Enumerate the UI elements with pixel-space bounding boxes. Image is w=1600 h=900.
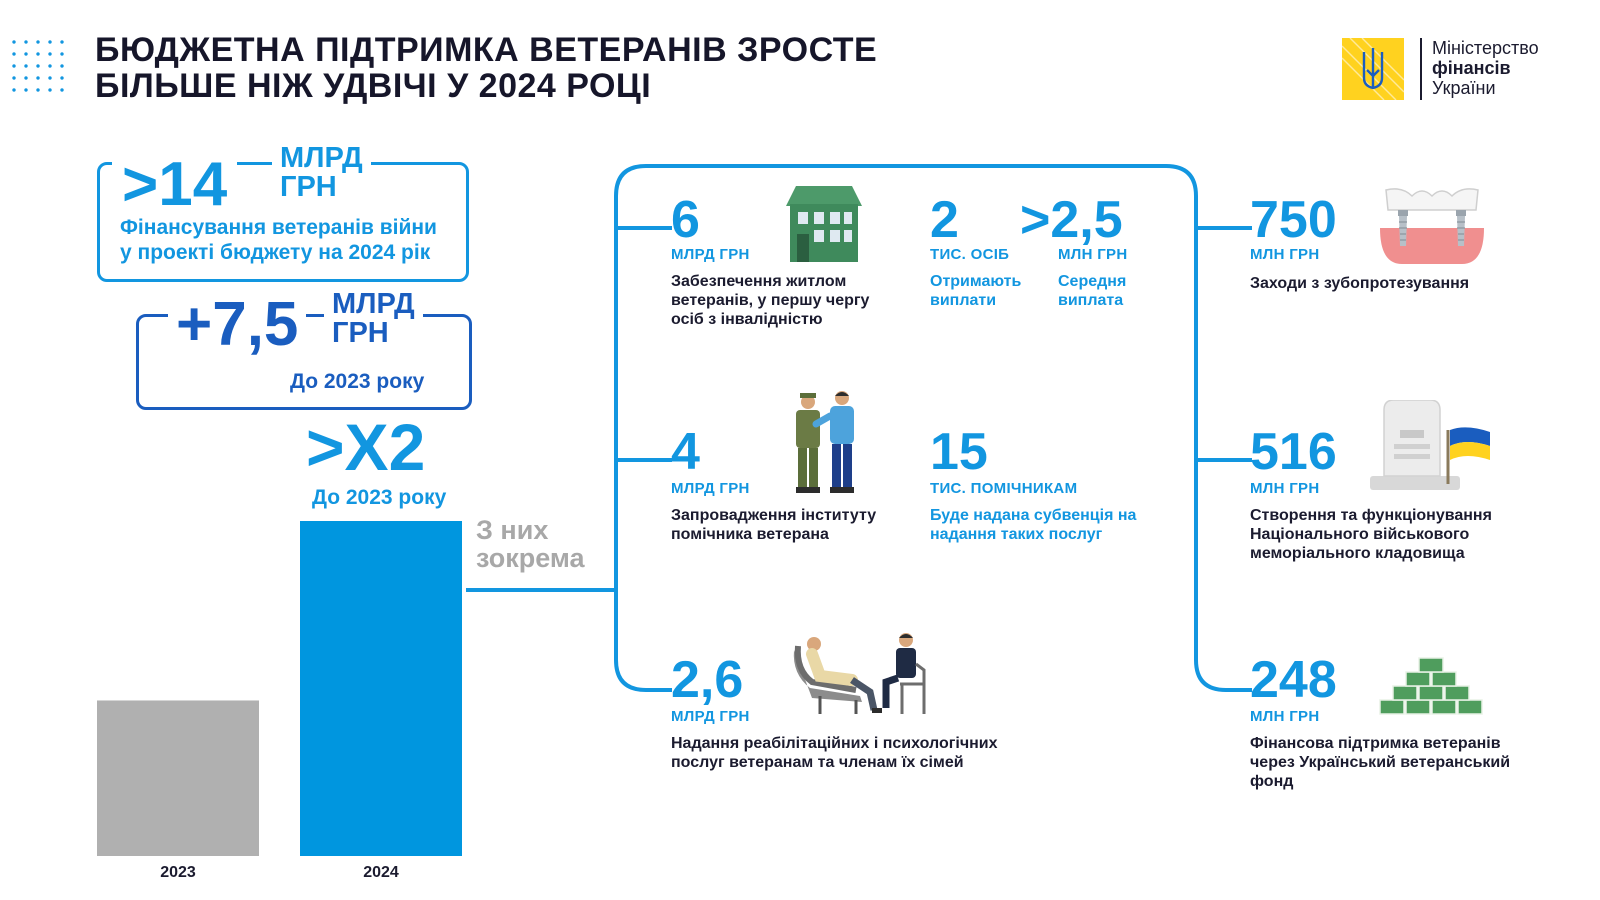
memorial-flag-icon <box>1370 400 1492 492</box>
recipients-description <box>930 272 1021 310</box>
multiplier-description: До 2023 року <box>312 486 447 509</box>
housing-desc-line-1: Забезпечення житлом <box>671 273 847 290</box>
assistants-count-desc-line-1: Буде надана субвенція на <box>930 507 1137 524</box>
avg-payment-value: >2,5 <box>1020 191 1123 249</box>
total-desc-line-2: у проекті бюджету на 2024 рік <box>120 241 431 264</box>
bracket-lower-line <box>616 590 672 690</box>
assistant-desc-line-2: помічника ветерана <box>671 526 829 543</box>
total-unit-line-1: МЛРД <box>280 142 363 174</box>
rehab-desc-line-2: послуг ветеранам та членам їх сімей <box>671 754 964 771</box>
avg-payment-unit: МЛН ГРН <box>1058 246 1128 263</box>
x-tick-label-2024: 2024 <box>363 864 399 881</box>
avg-payment-desc-line-1: Середня <box>1058 273 1127 290</box>
logo-line-2: фінансів <box>1432 58 1511 78</box>
increase-unit-line-1: МЛРД <box>332 288 415 320</box>
rehab-description <box>671 734 998 772</box>
recipients-unit: ТИС. ОСІБ <box>930 246 1010 263</box>
cemetery-desc-line-2: Національного військового <box>1250 526 1470 543</box>
bar-2023 <box>97 700 259 856</box>
assistant-description <box>671 506 876 544</box>
cemetery-unit: МЛН ГРН <box>1250 480 1320 497</box>
assistant-unit: МЛРД ГРН <box>671 480 750 497</box>
cemetery-value: 516 <box>1250 423 1337 481</box>
assistant-value: 4 <box>671 423 700 481</box>
avg-payment-description <box>1058 272 1126 310</box>
rehab-desc-line-1: Надання реабілітаційних і психологічних <box>671 735 998 752</box>
title-line-1: БЮДЖЕТНА ПІДТРИМКА ВЕТЕРАНІВ ЗРОСТЕ <box>95 31 878 69</box>
breakdown-line-2: зокрема <box>476 543 585 573</box>
logo-line-1: Міністерство <box>1432 38 1539 58</box>
x-tick-label-2023: 2023 <box>160 864 196 881</box>
assistants-count-value: 15 <box>930 423 988 481</box>
fund-desc-line-3: фонд <box>1250 773 1294 790</box>
cemetery-desc-line-3: меморіального кладовища <box>1250 545 1465 562</box>
assistants-count-desc-line-2: надання таких послуг <box>930 526 1103 543</box>
rehab-unit: МЛРД ГРН <box>671 708 750 725</box>
cemetery-description <box>1250 506 1492 563</box>
therapy-session-icon <box>790 630 930 716</box>
recipients-desc-line-2: виплати <box>930 292 997 309</box>
title-line-2: БІЛЬШЕ НІЖ УДВІЧІ У 2024 РОЦІ <box>95 67 652 105</box>
increase-value: +7,5 <box>176 290 299 359</box>
fund-description <box>1250 734 1510 791</box>
fund-desc-line-1: Фінансова підтримка ветеранів <box>1250 735 1501 752</box>
soldier-assistant-icon <box>786 390 866 496</box>
housing-value: 6 <box>671 191 700 249</box>
recipients-value: 2 <box>930 191 959 249</box>
fund-value: 248 <box>1250 651 1337 709</box>
assistant-desc-line-1: Запровадження інституту <box>671 507 877 524</box>
housing-desc-line-2: ветеранів, у першу чергу <box>671 292 870 309</box>
total-desc-line-1: Фінансування ветеранів війни <box>120 216 437 239</box>
bar-2024 <box>300 521 462 856</box>
total-funding-value: >14 <box>122 150 228 219</box>
money-stacks-icon <box>1378 654 1486 716</box>
fund-unit: МЛН ГРН <box>1250 708 1320 725</box>
avg-payment-desc-line-2: виплата <box>1058 292 1124 309</box>
assistants-count-unit: ТИС. ПОМІЧНИКАМ <box>930 480 1078 497</box>
breakdown-note <box>476 516 585 572</box>
breakdown-line-1: З них <box>476 515 549 545</box>
total-unit-line-2: ГРН <box>280 171 337 203</box>
increase-unit-line-2: ГРН <box>332 317 389 349</box>
housing-desc-line-3: осіб з інвалідністю <box>671 311 823 328</box>
housing-unit: МЛРД ГРН <box>671 246 750 263</box>
house-icon <box>784 184 864 262</box>
rehab-value: 2,6 <box>671 651 744 709</box>
increase-description: До 2023 року <box>290 370 425 393</box>
logo-line-3: України <box>1432 78 1496 98</box>
multiplier-value: >X2 <box>306 410 426 484</box>
recipients-desc-line-1: Отримають <box>930 273 1022 290</box>
dental-unit: МЛН ГРН <box>1250 246 1320 263</box>
housing-description <box>671 272 869 329</box>
fund-desc-line-2: через Український ветеранський <box>1250 754 1511 771</box>
dental-description: Заходи з зубопротезування <box>1250 275 1470 292</box>
cemetery-desc-line-1: Створення та функціонування <box>1250 507 1492 524</box>
dental-value: 750 <box>1250 191 1337 249</box>
dental-implant-icon <box>1378 188 1486 264</box>
assistants-count-description <box>930 506 1136 544</box>
